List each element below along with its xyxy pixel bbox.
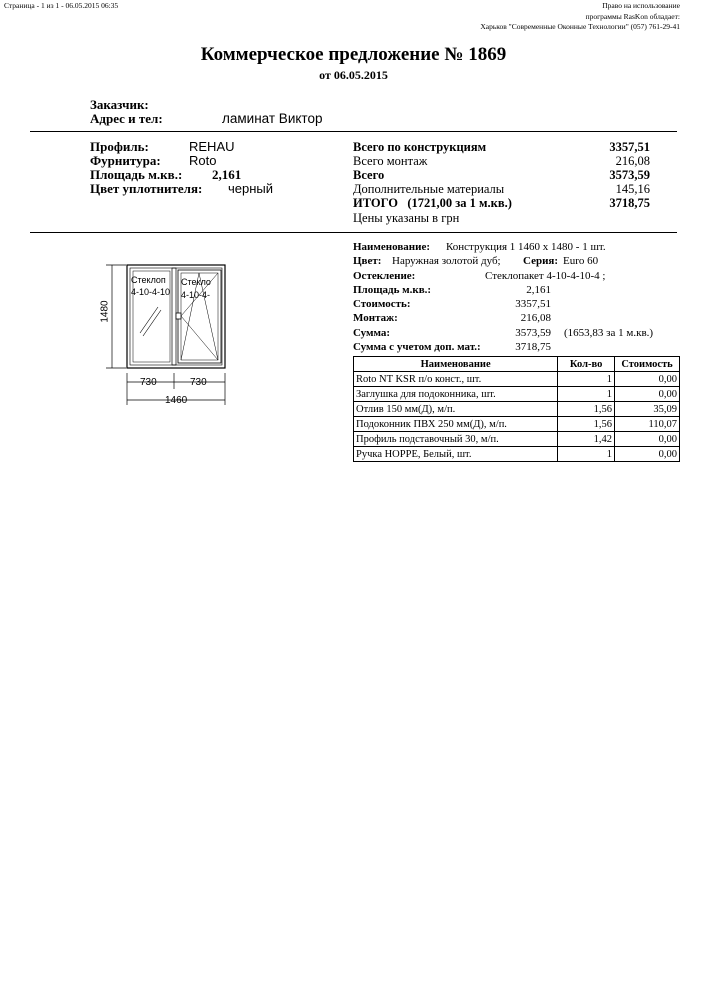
- item-qty: 1: [558, 387, 615, 402]
- totals-grand-label: ИТОГО (1721,00 за 1 м.кв.): [353, 196, 512, 210]
- spec-name-value: Конструкция 1 1460 х 1480 - 1 шт.: [446, 241, 606, 253]
- item-qty: 1,56: [558, 417, 615, 432]
- spec-glazing-value: Стеклопакет 4-10-4-10-4 ;: [485, 270, 606, 282]
- profile-value: REHAU: [189, 139, 235, 154]
- window-handle-icon: [176, 313, 181, 319]
- item-qty: 1,56: [558, 402, 615, 417]
- profile-label: Профиль:: [90, 139, 149, 154]
- hardware-label: Фурнитура:: [90, 153, 161, 168]
- table-row: [354, 447, 680, 462]
- document-title: Коммерческое предложение № 1869: [200, 44, 507, 65]
- item-qty: 1,42: [558, 432, 615, 447]
- item-cost: 110,07: [615, 417, 680, 432]
- item-cost: 0,00: [615, 447, 680, 462]
- item-name: Ручка HOPPE, Белый, шт.: [354, 447, 558, 462]
- totals-grand-value: 3718,75: [609, 196, 650, 210]
- spec-sum-per-m2: (1653,83 за 1 м.кв.): [564, 327, 654, 339]
- document-date: от 06.05.2015: [319, 68, 388, 82]
- rights-line-2: программы RasKon обладает:: [585, 12, 680, 21]
- right-pane-glass-line-1: Стекло: [181, 277, 211, 287]
- spec-name-label: Наименование:: [353, 241, 430, 253]
- currency-note: Цены указаны в грн: [353, 211, 460, 225]
- item-name: Roto NT KSR п/о конст., шт.: [354, 372, 558, 387]
- item-qty: 1: [558, 372, 615, 387]
- spec-install-value: 216,08: [520, 312, 551, 324]
- totals-install-value: 216,08: [615, 154, 650, 168]
- right-pane-glass-line-2: 4-10-4-: [181, 290, 211, 300]
- table-row: [354, 402, 680, 417]
- right-width-label: 730: [190, 377, 207, 388]
- totals-extra-value: 145,16: [615, 182, 650, 196]
- left-width-label: 730: [140, 377, 157, 388]
- rights-line-3: Харьков "Современные Оконные Технологии" (057) 761-29-41: [480, 22, 680, 31]
- item-qty: 1: [558, 447, 615, 462]
- table-row: [354, 432, 680, 447]
- column-header-qty: Кол-во: [558, 357, 615, 372]
- item-cost: 0,00: [615, 387, 680, 402]
- spec-sum-extra-label: Сумма с учетом доп. мат.:: [353, 341, 481, 353]
- spec-area-value: 2,161: [526, 284, 551, 296]
- totals-total-label: Всего: [353, 168, 385, 182]
- area-label: Площадь м.кв.:: [90, 167, 183, 182]
- table-row: [354, 387, 680, 402]
- item-cost: 35,09: [615, 402, 680, 417]
- table-row: [354, 372, 680, 387]
- address-label: Адрес и тел:: [90, 111, 163, 126]
- seal-label: Цвет уплотнителя:: [90, 181, 203, 196]
- window-mullion: [172, 268, 176, 365]
- item-cost: 0,00: [615, 372, 680, 387]
- rights-line-1: Право на использование: [602, 1, 680, 10]
- totals-constructions-label: Всего по конструкциям: [353, 140, 487, 154]
- column-header-cost: Стоимость: [615, 357, 680, 372]
- customer-label: Заказчик:: [90, 97, 149, 112]
- spec-color-label: Цвет:: [353, 255, 382, 267]
- area-value: 2,161: [212, 167, 242, 182]
- hardware-value: Roto: [189, 153, 217, 168]
- item-name: Заглушка для подоконника, шт.: [354, 387, 558, 402]
- item-name: Отлив 150 мм(Д), м/п.: [354, 402, 558, 417]
- totals-total-value: 3573,59: [609, 168, 650, 182]
- spec-sum-value: 3573,59: [515, 327, 551, 339]
- divider-top: [30, 131, 677, 132]
- total-width-label: 1460: [165, 395, 188, 406]
- item-name: Подоконник ПВХ 250 мм(Д), м/п.: [354, 417, 558, 432]
- items-table-header: [354, 357, 680, 372]
- left-pane-glass-line-2: 4-10-4-10: [131, 287, 171, 297]
- totals-extra-label: Дополнительные материалы: [353, 182, 505, 196]
- spec-area-label: Площадь м.кв.:: [353, 284, 432, 296]
- seal-value: черный: [228, 181, 274, 196]
- spec-cost-label: Стоимость:: [353, 298, 411, 310]
- spec-series-value: Euro 60: [563, 255, 599, 267]
- spec-color-value: Наружная золотой дуб;: [392, 255, 501, 267]
- totals-install-label: Всего монтаж: [353, 154, 428, 168]
- window-drawing: [100, 255, 240, 415]
- spec-series-label: Серия:: [523, 255, 559, 267]
- height-dimension-label: 1480: [99, 300, 111, 323]
- table-row: [354, 417, 680, 432]
- items-table: [353, 356, 680, 462]
- spec-sum-label: Сумма:: [353, 327, 391, 339]
- left-pane-glass-line-1: Стеклоп: [131, 275, 166, 285]
- left-pane-glare-2: [143, 310, 161, 336]
- column-header-name: Наименование: [354, 357, 558, 372]
- spec-cost-value: 3357,51: [515, 298, 551, 310]
- spec-sum-extra-value: 3718,75: [515, 341, 551, 353]
- item-cost: 0,00: [615, 432, 680, 447]
- address-value: ламинат Виктор: [222, 111, 323, 126]
- page-info: Страница - 1 из 1 - 06.05.2015 06:35: [4, 1, 119, 10]
- left-pane-glare-1: [140, 307, 158, 333]
- item-name: Профиль подставочный 30, м/п.: [354, 432, 558, 447]
- divider-middle: [30, 232, 677, 233]
- spec-install-label: Монтаж:: [353, 312, 398, 324]
- spec-glazing-label: Остекление:: [353, 270, 416, 282]
- totals-constructions-value: 3357,51: [609, 140, 650, 154]
